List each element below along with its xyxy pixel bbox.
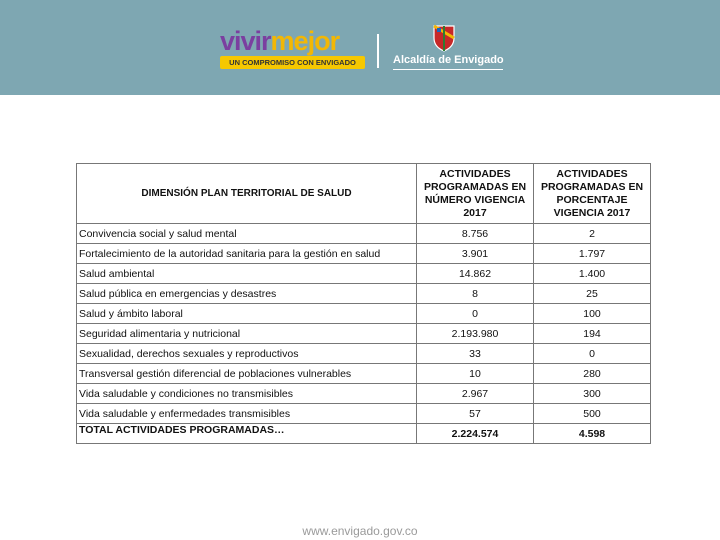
row-numero: 3.901: [417, 244, 534, 264]
table-header-row: [77, 164, 651, 224]
logo-divider: [377, 34, 379, 68]
row-dimension: Convivencia social y salud mental: [77, 224, 417, 244]
coat-of-arms-icon: [432, 24, 456, 52]
logo-word-mejor: mejor: [270, 26, 340, 56]
row-porcentaje: 1.797: [534, 244, 651, 264]
row-dimension: Transversal gestión diferencial de poblaciones vulnerables: [77, 364, 417, 384]
row-porcentaje: 25: [534, 284, 651, 304]
total-numero: 2.224.574: [417, 424, 534, 444]
institution-underline: [393, 69, 503, 70]
row-dimension: Salud ambiental: [77, 264, 417, 284]
row-dimension: Vida saludable y enfermedades transmisibles: [77, 404, 417, 424]
row-dimension: Salud pública en emergencias y desastres: [77, 284, 417, 304]
row-numero: 33: [417, 344, 534, 364]
table-row: [77, 264, 651, 284]
table-row: [77, 384, 651, 404]
header-dimension: DIMENSIÓN PLAN TERRITORIAL DE SALUD: [77, 164, 417, 224]
row-dimension: Salud y ámbito laboral: [77, 304, 417, 324]
logo-word-vivir: vivir: [220, 26, 271, 56]
table-row: [77, 244, 651, 264]
row-porcentaje: 500: [534, 404, 651, 424]
institution-name: Alcaldía de Envigado: [393, 54, 504, 66]
header-numero: ACTIVIDADES PROGRAMADAS EN NÚMERO VIGENCIA 2017: [417, 164, 534, 224]
row-numero: 2.967: [417, 384, 534, 404]
row-numero: 57: [417, 404, 534, 424]
activities-table: [76, 163, 651, 444]
table-row: [77, 364, 651, 384]
table-row: [77, 284, 651, 304]
row-dimension: Fortalecimiento de la autoridad sanitaria para la gestión en salud: [77, 244, 417, 264]
row-porcentaje: 100: [534, 304, 651, 324]
row-dimension: Sexualidad, derechos sexuales y reproductivos: [77, 344, 417, 364]
logo-tagline: UN COMPROMISO CON ENVIGADO: [220, 56, 365, 69]
total-porcentaje: 4.598: [534, 424, 651, 444]
page-header: [0, 0, 720, 95]
row-numero: 0: [417, 304, 534, 324]
row-dimension: Seguridad alimentaria y nutricional: [77, 324, 417, 344]
row-porcentaje: 300: [534, 384, 651, 404]
row-numero: 14.862: [417, 264, 534, 284]
row-numero: 8: [417, 284, 534, 304]
row-porcentaje: 2: [534, 224, 651, 244]
vivir-mejor-logo: [220, 26, 365, 72]
table-row: [77, 304, 651, 324]
row-porcentaje: 194: [534, 324, 651, 344]
table-row: [77, 324, 651, 344]
row-numero: 2.193.980: [417, 324, 534, 344]
footer-url: www.envigado.gov.co: [302, 524, 418, 538]
row-numero: 8.756: [417, 224, 534, 244]
row-porcentaje: 1.400: [534, 264, 651, 284]
row-numero: 10: [417, 364, 534, 384]
table-row: [77, 224, 651, 244]
row-dimension: Vida saludable y condiciones no transmisibles: [77, 384, 417, 404]
table-row: [77, 344, 651, 364]
total-label: TOTAL ACTIVIDADES PROGRAMADAS…: [77, 424, 417, 444]
table-total-row: [77, 424, 651, 444]
table-row: [77, 404, 651, 424]
header-porcentaje: ACTIVIDADES PROGRAMADAS EN PORCENTAJE VIGENCIA 2017: [534, 164, 651, 224]
logo-wordmark: [220, 26, 339, 56]
row-porcentaje: 280: [534, 364, 651, 384]
row-porcentaje: 0: [534, 344, 651, 364]
